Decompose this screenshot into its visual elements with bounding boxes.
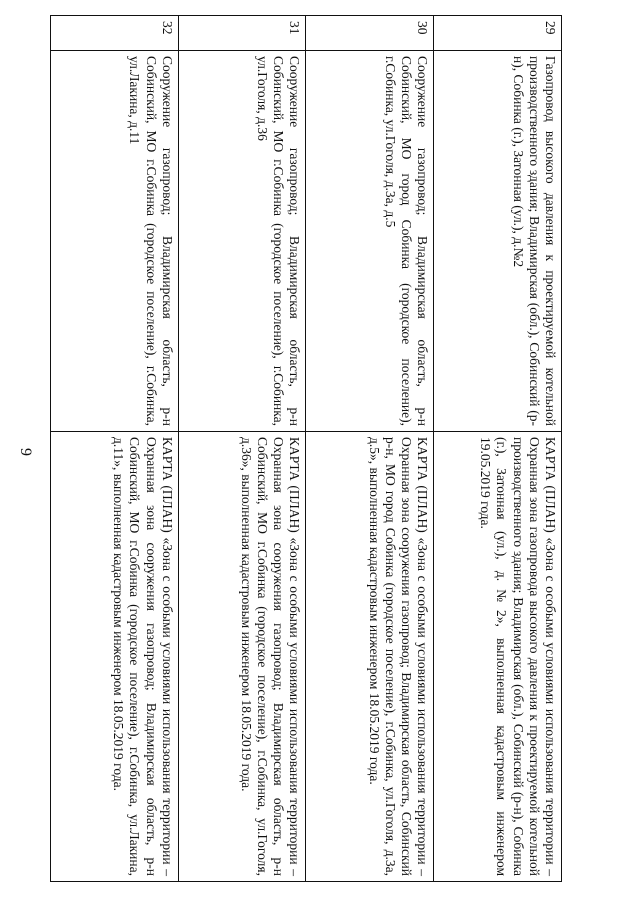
row-number: 32 [51,16,179,51]
map-document: КАРТА (ПЛАН) «Зона с особыми условиями использования территории – Охранная зона сооружения газопровод; Владимирская область, Собинский р-н, МО город Собинка (городское поселение), г.Собинка, ул.Гоголя, д.3а, д.5», выполненная кадастровым инженером 18.05.2019 года. [306,432,434,882]
object-description: Газопровод высокого давления к проектируемой котельной производственного здания; Владимирская (обл.), Собинский (р-н), Собинка (г.), Затонная (ул.), д.№2 [434,51,562,432]
map-document: КАРТА (ПЛАН) «Зона с особыми условиями использования территории – Охранная зона сооружения газопровод; Владимирская область, р-н Собинский, МО г.Собинка (городское поселение), г.Собинка, ул.Гоголя, д.36», выполненная кадастровым инженером 18.05.2019 года. [178,432,306,882]
object-description: Сооружение газопровод; Владимирская область, р-н Собинский, МО город Собинка (городское поселение), г.Собинка, ул.Гоголя, д.3а, д.5 [306,51,434,432]
row-number: 29 [434,16,562,51]
zones-table [50,15,562,882]
map-document: КАРТА (ПЛАН) «Зона с особыми условиями использования территории – Охранная зона сооружения газопровод; Владимирская область, р-н Собинский, МО г.Собинка (городское поселение), г.Собинка, ул.Лакина, д.11», выполненная кадастровым инженером 18.05.2019 года. [51,432,179,882]
table-row [306,16,434,882]
rotated-table-wrapper [50,15,562,882]
map-document: КАРТА (ПЛАН) «Зона с особыми условиями использования территории – Охранная зона газопровода высокого давления к проектируемой котельной производственного здания; Владимирская (обл.), Собинский (р-н), Собинка (г.), Затонная (ул.), д.№2», выполненная кадастровым инженером 19.05.2019 года. [434,432,562,882]
table-row [51,16,179,882]
page-number: 9 [17,448,34,456]
object-description: Сооружение газопровод; Владимирская область, р-н Собинский, МО г.Собинка (городское поселение), г.Собинка, ул.Гоголя, д.36 [178,51,306,432]
object-description: Сооружение газопровод; Владимирская область, р-н Собинский, МО г.Собинка (городское поселение), г.Собинка, ул.Лакина, д.11 [51,51,179,432]
table-row [178,16,306,882]
row-number: 31 [178,16,306,51]
table-row [434,16,562,882]
row-number: 30 [306,16,434,51]
